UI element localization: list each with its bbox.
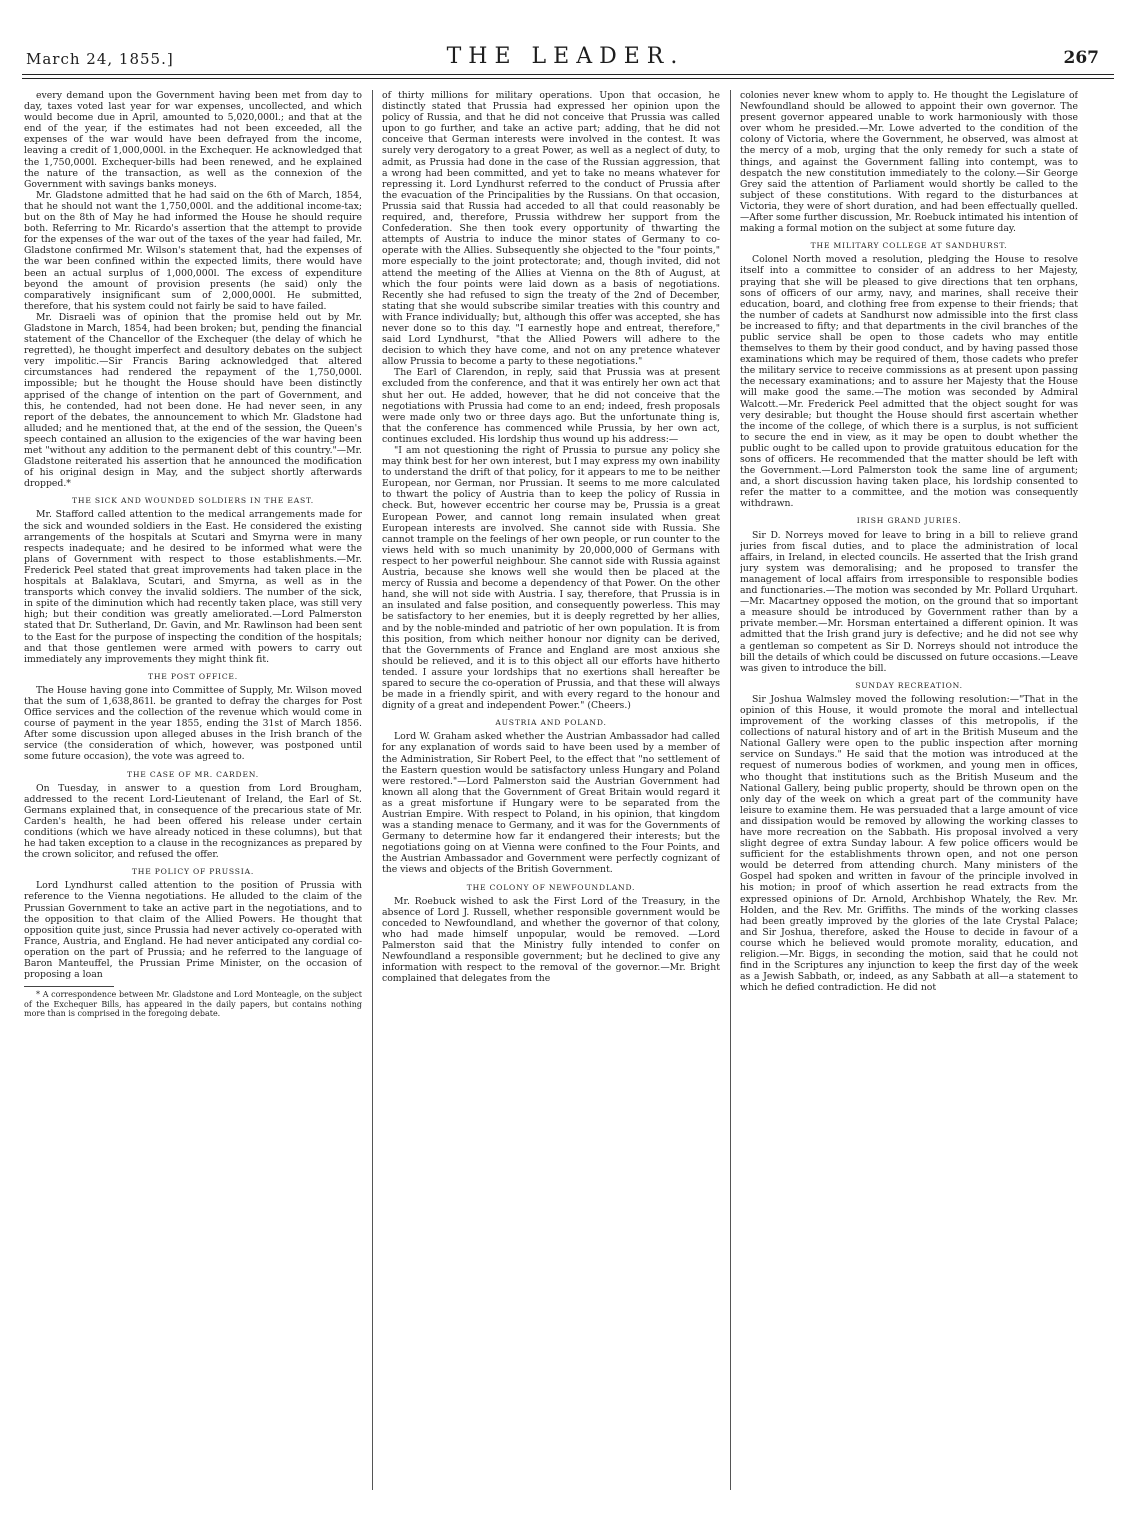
paragraph: Lord W. Graham asked whether the Austrian Ambassador had called for any explanation of words said to have been used by a member of the Administration, Sir Robert Peel, to the effect that "no settlement of the Eastern question would be satisfactory unless Hungary and Poland were restored."—Lord Palmerston said the Austrian Government had known all along that the Government of Great Britain would regard it as a great misfortune if Hungary were to be separated from the Austrian Empire. With respect to Poland, in his opinion, that kingdom was a standing menace to Germany, and it was for the Governments of Germany to determine how far it endangered their interests; but the negotiations going on at Vienna were confined to the Four Points, and the Austrian Ambassador and Government were perfectly cognizant of the views and objects of the British Government.	[382, 731, 720, 876]
masthead	[0, 44, 1131, 70]
column-divider-1	[372, 90, 373, 1490]
paragraph: Sir Joshua Walmsley moved the following resolution:—"That in the opinion of this House, it would promote the moral and intellectual improvement of the working classes of this metropolis, if the collections of natural history and of art in the British Museum and the National Gallery were open to the public inspection after morning service on Sundays." He said that the motion was introduced at the request of numerous bodies of workmen, and young men in offices, who thought that institutions such as the British Museum and the National Gallery, being public property, should be thrown open on the only day of the week on which a great part of the community have leisure to examine them. He was persuaded that a large amount of vice and dissipation would be removed by allowing the working classes to have more recreation on the Sabbath. His proposal involved a very slight degree of extra Sunday labour. A few police officers would be sufficient for the establishments thrown open, and not one person would be deterred from attending church. Many ministers of the Gospel had spoken and written in favour of the principle involved in his motion; in proof of which assertion he read extracts from the expressed opinions of Dr. Arnold, Archbishop Whately, the Rev. Mr. Holden, and the Rev. Mr. Griffiths. The minds of the working classes had been greatly improved by the glories of the late Crystal Palace; and Sir Joshua, therefore, asked the House to decide in favour of a course which he believed would promote morality, education, and religion.—Mr. Biggs, in seconding the motion, said that he could not find in the Scriptures any injunction to keep the first day of the week as a Jewish Sabbath, or, indeed, as any Sabbath at all—a statement to which he defied contradiction. He did not	[740, 693, 1078, 994]
paragraph: Lord Lyndhurst called attention to the position of Prussia with reference to the Vienna negotiations. He alluded to the claim of the Prussian Government to take an active part in the negotiations, and to the opposition to that claim of the Allied Powers. He thought that opposition quite just, since Prussia had never actively co-operated with France, Austria, and England. He had never anticipated any cordial co-operation on the part of Prussia; and he referred to the language of Baron Manteuffel, the Prussian Prime Minister, on the occasion of proposing a loan	[24, 880, 362, 981]
paragraph: of thirty millions for military operations. Upon that occasion, he distinctly stated that Prussia had expressed her opinion upon the policy of Russia, and that he did not conceive that Prussia was called upon to go further, and take an active part; adding, that he did not conceive that German interests were involved in the contest. It was surely very derogatory to a great Power, as well as a neglect of duty, to admit, as Prussia had done in the case of the Russian aggression, that a wrong had been committed, and yet to take no means whatever for repressing it. Lord Lyndhurst referred to the conduct of Prussia after the evacuation of the Principalities by the Russians. On that occasion, Prussia said that Russia had acceded to all that could reasonably be required, and, therefore, Prussia withdrew her support from the Confederation. She then took every opportunity of thwarting the attempts of Austria to induce the minor states of Germany to co-operate with the Allies. Subsequently she objected to the "four points," more especially to the joint protectorate; and, though invited, did not attend the meeting of the Allies at Vienna on the 8th of August, at which the four points were laid down as a basis of negotiations. Recently she had refused to sign the treaty of the 2nd of December, stating that she would subscribe similar treaties with this country and with France individually; but, although this offer was accepted, she has never done so to this day. "I earnestly hope and entreat, therefore," said Lord Lyndhurst, "that the Allied Powers will adhere to the decision to which they have come, and not on any pretence whatever allow Prussia to become a party to these negotiations."	[382, 90, 720, 368]
section-heading: THE CASE OF MR. CARDEN.	[127, 769, 259, 779]
section-heading: THE POLICY OF PRUSSIA.	[131, 867, 255, 877]
newspaper-title: THE LEADER.	[446, 44, 685, 69]
page-number: 267	[1063, 48, 1099, 68]
paragraph: "I am not questioning the right of Prussia to pursue any policy she may think best for her own interest, but I may express my own inability to understand the drift of that policy, for it appears to me to be neither European, nor German, nor Prussian. It seems to me more calculated to thwart the policy of Austria than to keep the policy of Russia in check. But, however eccentric her course may be, Prussia is a great European Power, and cannot long remain insulated when great European interests are involved. She cannot side with Russia. She cannot trample on the feelings of her own people, or run counter to the views held with so much unanimity by 20,000,000 of Germans with respect to her powerful neighbour. She cannot side with Russia against Austria, because she knows well she would then be placed at the mercy of Russia and become a dependency of that Power. On the other hand, she will not side with Austria. I say, therefore, that Prussia is in an insulated and false position, and consequently powerless. This may be satisfactory to her enemies, but it is deeply regretted by her allies, and by the noble-minded and patriotic of her own population. It is from this position, from which neither honour nor dignity can be derived, that the Governments of France and England are most anxious she should be relieved, and it is to this object all our efforts have hitherto tended. I assure your lordships that no exertions shall hereafter be spared to secure the co-operation of Prussia, and that these will always be made in a friendly spirit, and with every regard to the honour and dignity of a great and independent Power." (Cheers.)	[382, 445, 720, 712]
section-heading: IRISH GRAND JURIES.	[856, 516, 962, 526]
footnote-rule	[24, 986, 114, 987]
header-rule-bottom	[22, 78, 1114, 79]
paragraph: Mr. Roebuck wished to ask the First Lord of the Treasury, in the absence of Lord J. Russell, whether responsible government would be conceded to Newfoundland, and whether the governor of that colony, who had made himself unpopular, would be removed. —Lord Palmerston said that the Ministry fully intended to confer on Newfoundland a responsible government; but he declined to give any information with respect to the removal of the governor.—Mr. Bright complained that delegates from the	[382, 895, 720, 985]
section-heading: SUNDAY RECREATION.	[855, 680, 963, 690]
text-column-1	[24, 90, 362, 1500]
footnote: * A correspondence between Mr. Gladstone and Lord Monteagle, on the subject of the Exchequer Bills, has appeared in the daily papers, but contains nothing more than is comprised in the foregoing debate.	[24, 990, 362, 1019]
section-heading: AUSTRIA AND POLAND.	[495, 718, 607, 728]
paragraph: Colonel North moved a resolution, pledging the House to resolve itself into a committee to consider of an address to her Majesty, praying that she will be pleased to give directions that ten orphans, sons of officers of our army, navy, and marines, shall receive their education, board, and clothing free from expense to their friends; that the number of cadets at Sandhurst now admissible into the first class be increased to fifty; and that departments in the civil branches of the public service shall be open to those cadets who may entitle themselves to them by their good conduct, and by having passed those examinations which may be required of them, those cadets who prefer the military service to receive commissions as at present upon passing the necessary examinations; and to assure her Majesty that the House will make good the same.—The motion was seconded by Admiral Walcott.—Mr. Frederick Peel admitted that the object sought for was very desirable; but thought the House should first ascertain whether the income of the college, of which there is a surplus, is not sufficient to secure the end in view, as it may be open to doubt whether the public ought to be called upon to provide gratuitous education for the sons of officers. He recommended that the matter should be left with the Government.—Lord Palmerston took the same line of argument; and, a short discussion having taken place, his lordship consented to refer the matter to a committee, and the motion was consequently withdrawn.	[740, 254, 1078, 510]
paragraph: Mr. Disraeli was of opinion that the promise held out by Mr. Gladstone in March, 1854, had been broken; but, pending the financial statement of the Chancellor of the Exchequer (the delay of which he regretted), he thought imperfect and desultory debates on the subject very impolitic.—Sir Francis Baring acknowledged that altered circumstances had rendered the repayment of the 1,750,000l. impossible; but he thought the House should have been distinctly apprised of the change of intention on the part of Government, and this, he contended, had not been done. He had never seen, in any report of the debates, the announcement to which Mr. Gladstone had alluded; and he mentioned that, at the end of the session, the Queen's speech contained an allusion to the exigencies of the war having been met "without any addition to the permanent debt of this country."—Mr. Gladstone reiterated his assertion that he announced the modification of his original design in May, and the subject shortly afterwards dropped.*	[24, 311, 362, 490]
paragraph: colonies never knew whom to apply to. He thought the Legislature of Newfoundland should be allowed to appoint their own governor. The present governor appeared unable to work harmoniously with those over whom he presided.—Mr. Lowe adverted to the condition of the colony of Victoria, where the Government, he observed, was almost at the mercy of a mob, urging that the only remedy for such a state of things, and against the Government falling into contempt, was to despatch the new constitution immediately to the colony.—Sir George Grey said the attention of Parliament would shortly be called to the subject of these constitutions. With regard to the disturbances at Victoria, they were of short duration, and had been effectually quelled.—After some further discussion, Mr. Roebuck intimated his intention of making a formal motion on the subject at some future day.	[740, 90, 1078, 235]
issue-date: March 24, 1855.]	[26, 50, 174, 68]
section-heading: THE MILITARY COLLEGE AT SANDHURST.	[810, 241, 1008, 251]
section-heading: THE COLONY OF NEWFOUNDLAND.	[466, 882, 636, 892]
text-column-2	[382, 90, 720, 1500]
column-divider-2	[730, 90, 731, 1490]
paragraph: Mr. Stafford called attention to the medical arrangements made for the sick and wounded soldiers in the East. He considered the existing arrangements of the hospitals at Scutari and Smyrna were in many respects inadequate; and he desired to be informed what were the plans of Government with respect to those establishments.—Mr. Frederick Peel stated that great improvements had taken place in the hospitals at Balaklava, Scutari, and Smyrna, as well as in the transports which convey the invalid soldiers. The number of the sick, in spite of the diminution which had recently taken place, was still very high; but their condition was greatly ameliorated.—Lord Palmerston stated that Dr. Sutherland, Dr. Gavin, and Mr. Rawlinson had been sent to the East for the purpose of inspecting the condition of the hospitals; and that those gentlemen were armed with powers to carry out immediately any improvements they might think fit.	[24, 509, 362, 665]
paragraph: On Tuesday, in answer to a question from Lord Brougham, addressed to the recent Lord-Lieutenant of Ireland, the Earl of St. Germans explained that, in consequence of the precarious state of Mr. Carden's health, he had been offered his release under certain conditions (which we have already noticed in these columns), but that he had taken exception to a clause in the recognizances as prepared by the crown solicitor, and refused the offer.	[24, 782, 362, 861]
paragraph: The House having gone into Committee of Supply, Mr. Wilson moved that the sum of 1,638,861l. be granted to defray the charges for Post Office services and the collection of the revenue which would come in course of payment in the year 1855, ending the 31st of March 1856. After some discussion upon alleged abuses in the Irish branch of the service (the consideration of which, however, was postponed until some future occasion), the vote was agreed to.	[24, 684, 362, 763]
paragraph: Mr. Gladstone admitted that he had said on the 6th of March, 1854, that he should not want the 1,750,000l. and the additional income-tax; but on the 8th of May he had informed the House he should require both. Referring to Mr. Ricardo's assertion that the attempt to provide for the expenses of the war out of the taxes of the year had failed, Mr. Gladstone confirmed Mr. Wilson's statement that, had the expenses of the war been confined within the expected limits, there would have been an actual surplus of 1,000,000l. The excess of expenditure beyond the amount of provision presents (he said) only the comparatively insignificant sum of 2,000,000l. He submitted, therefore, that his system could not fairly be said to have failed.	[24, 189, 362, 312]
section-heading: THE POST OFFICE.	[148, 671, 238, 681]
text-column-3	[740, 90, 1078, 1500]
paragraph: every demand upon the Government having been met from day to day, taxes voted last year for war expenses, uncollected, and which would become due in April, amounted to 5,020,000l.; and that at the end of the year, if the estimates had not been exceeded, all the expenses of the war would have been defrayed from the income, leaving a credit of 1,000,000l. in the Exchequer. He acknowledged that the 1,750,000l. Exchequer-bills had been renewed, and he explained the nature of the transaction, as well as the connexion of the Government with savings banks moneys.	[24, 90, 362, 190]
paragraph: Sir D. Norreys moved for leave to bring in a bill to relieve grand juries from fiscal duties, and to place the administration of local affairs, in Ireland, in elected councils. He asserted that the Irish grand jury system was demoralising; and he proposed to transfer the management of local affairs from irresponsible to responsible bodies and functionaries.—The motion was seconded by Mr. Pollard Urquhart.—Mr. Macartney opposed the motion, on the ground that so important a measure should be introduced by Government rather than by a private member.—Mr. Horsman entertained a different opinion. It was admitted that the Irish grand jury is defective; and he did not see why a gentleman so competent as Sir D. Norreys should not introduce the bill the details of which could be discussed on future occasions.—Leave was given to introduce the bill.	[740, 529, 1078, 674]
paragraph: The Earl of Clarendon, in reply, said that Prussia was at present excluded from the conference, and that it was entirely her own act that shut her out. He added, however, that he did not conceive that the negotiations with Prussia had come to an end; indeed, fresh proposals were made only two or three days ago. But the unfortunate thing is, that the conference has commenced while Prussia, by her own act, continues excluded. His lordship thus wound up his address:—	[382, 367, 720, 445]
header-rule-top	[22, 74, 1114, 75]
section-heading: THE SICK AND WOUNDED SOLDIERS IN THE EAST.	[72, 496, 314, 506]
